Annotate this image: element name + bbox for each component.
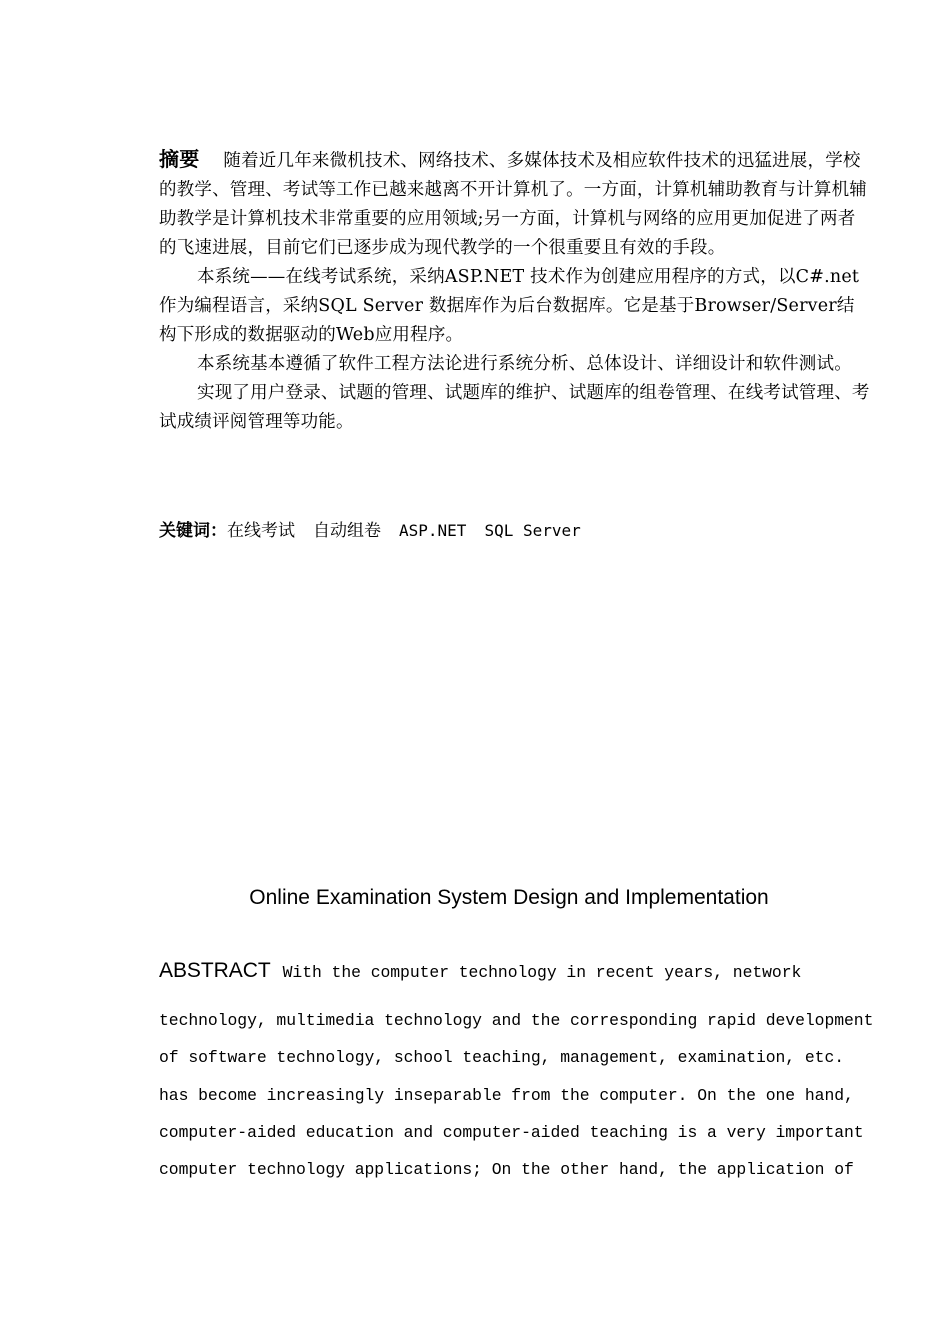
abstract-paragraph-4: 实现了用户登录、试题的管理、试题库的维护、试题库的组卷管理、在线考试管理、考试成绩评阅管理等功能。 xyxy=(159,383,870,432)
abstract-paragraph-3: 本系统基本遵循了软件工程方法论进行系统分析、总体设计、详细设计和软件测试。 xyxy=(197,354,852,374)
english-abstract-line: of software technology, school teaching, management, examination, etc. xyxy=(159,1048,845,1068)
keyword-item: 在线考试 xyxy=(227,521,295,541)
chinese-abstract-heading: 摘要 xyxy=(159,147,200,171)
english-abstract-line xyxy=(159,956,879,1006)
english-abstract-line-text: With the computer technology in recent years, network xyxy=(282,963,802,982)
abstract-paragraph-2: 本系统——在线考试系统，采纳ASP.NET 技术作为创建应用程序的方式，以C#.net作为编程语言，采纳SQL Server 数据库作为后台数据库。它是基于Browser/Server结构下形成的数据驱动的Web应用程序。 xyxy=(159,267,860,345)
chinese-keywords xyxy=(159,517,871,545)
keywords-label: 关键词： xyxy=(159,521,227,541)
english-abstract-line: computer-aided education and computer-aided teaching is a very important xyxy=(159,1122,864,1142)
keyword-item: ASP.NET xyxy=(399,521,467,540)
english-abstract-line: computer technology applications; On the other hand, the application of xyxy=(159,1160,854,1180)
english-title: Online Examination System Design and Implementation xyxy=(249,886,769,909)
abstract-paragraph-1-text: 随着近几年来微机技术、网络技术、多媒体技术及相应软件技术的迅猛进展，学校的教学、管理、考试等工作已越来越离不开计算机了。一方面，计算机辅助教育与计算机辅助教学是计算机技术非常重要的应用领域;另一方面，计算机与网络的应用更加促进了两者的飞速进展，目前它们已逐步成为现代教学的一个很重要且有效的手段。 xyxy=(159,151,867,258)
english-abstract xyxy=(159,956,879,1192)
english-abstract-heading: ABSTRACT xyxy=(159,959,271,982)
keyword-item: 自动组卷 xyxy=(313,521,381,541)
english-abstract-line: technology, multimedia technology and the corresponding rapid development xyxy=(159,1011,874,1030)
chinese-abstract xyxy=(159,145,871,437)
keyword-item: SQL Server xyxy=(484,521,581,540)
abstract-paragraph-1 xyxy=(159,145,871,263)
english-abstract-line: has become increasingly inseparable from the computer. On the one hand, xyxy=(159,1085,854,1105)
